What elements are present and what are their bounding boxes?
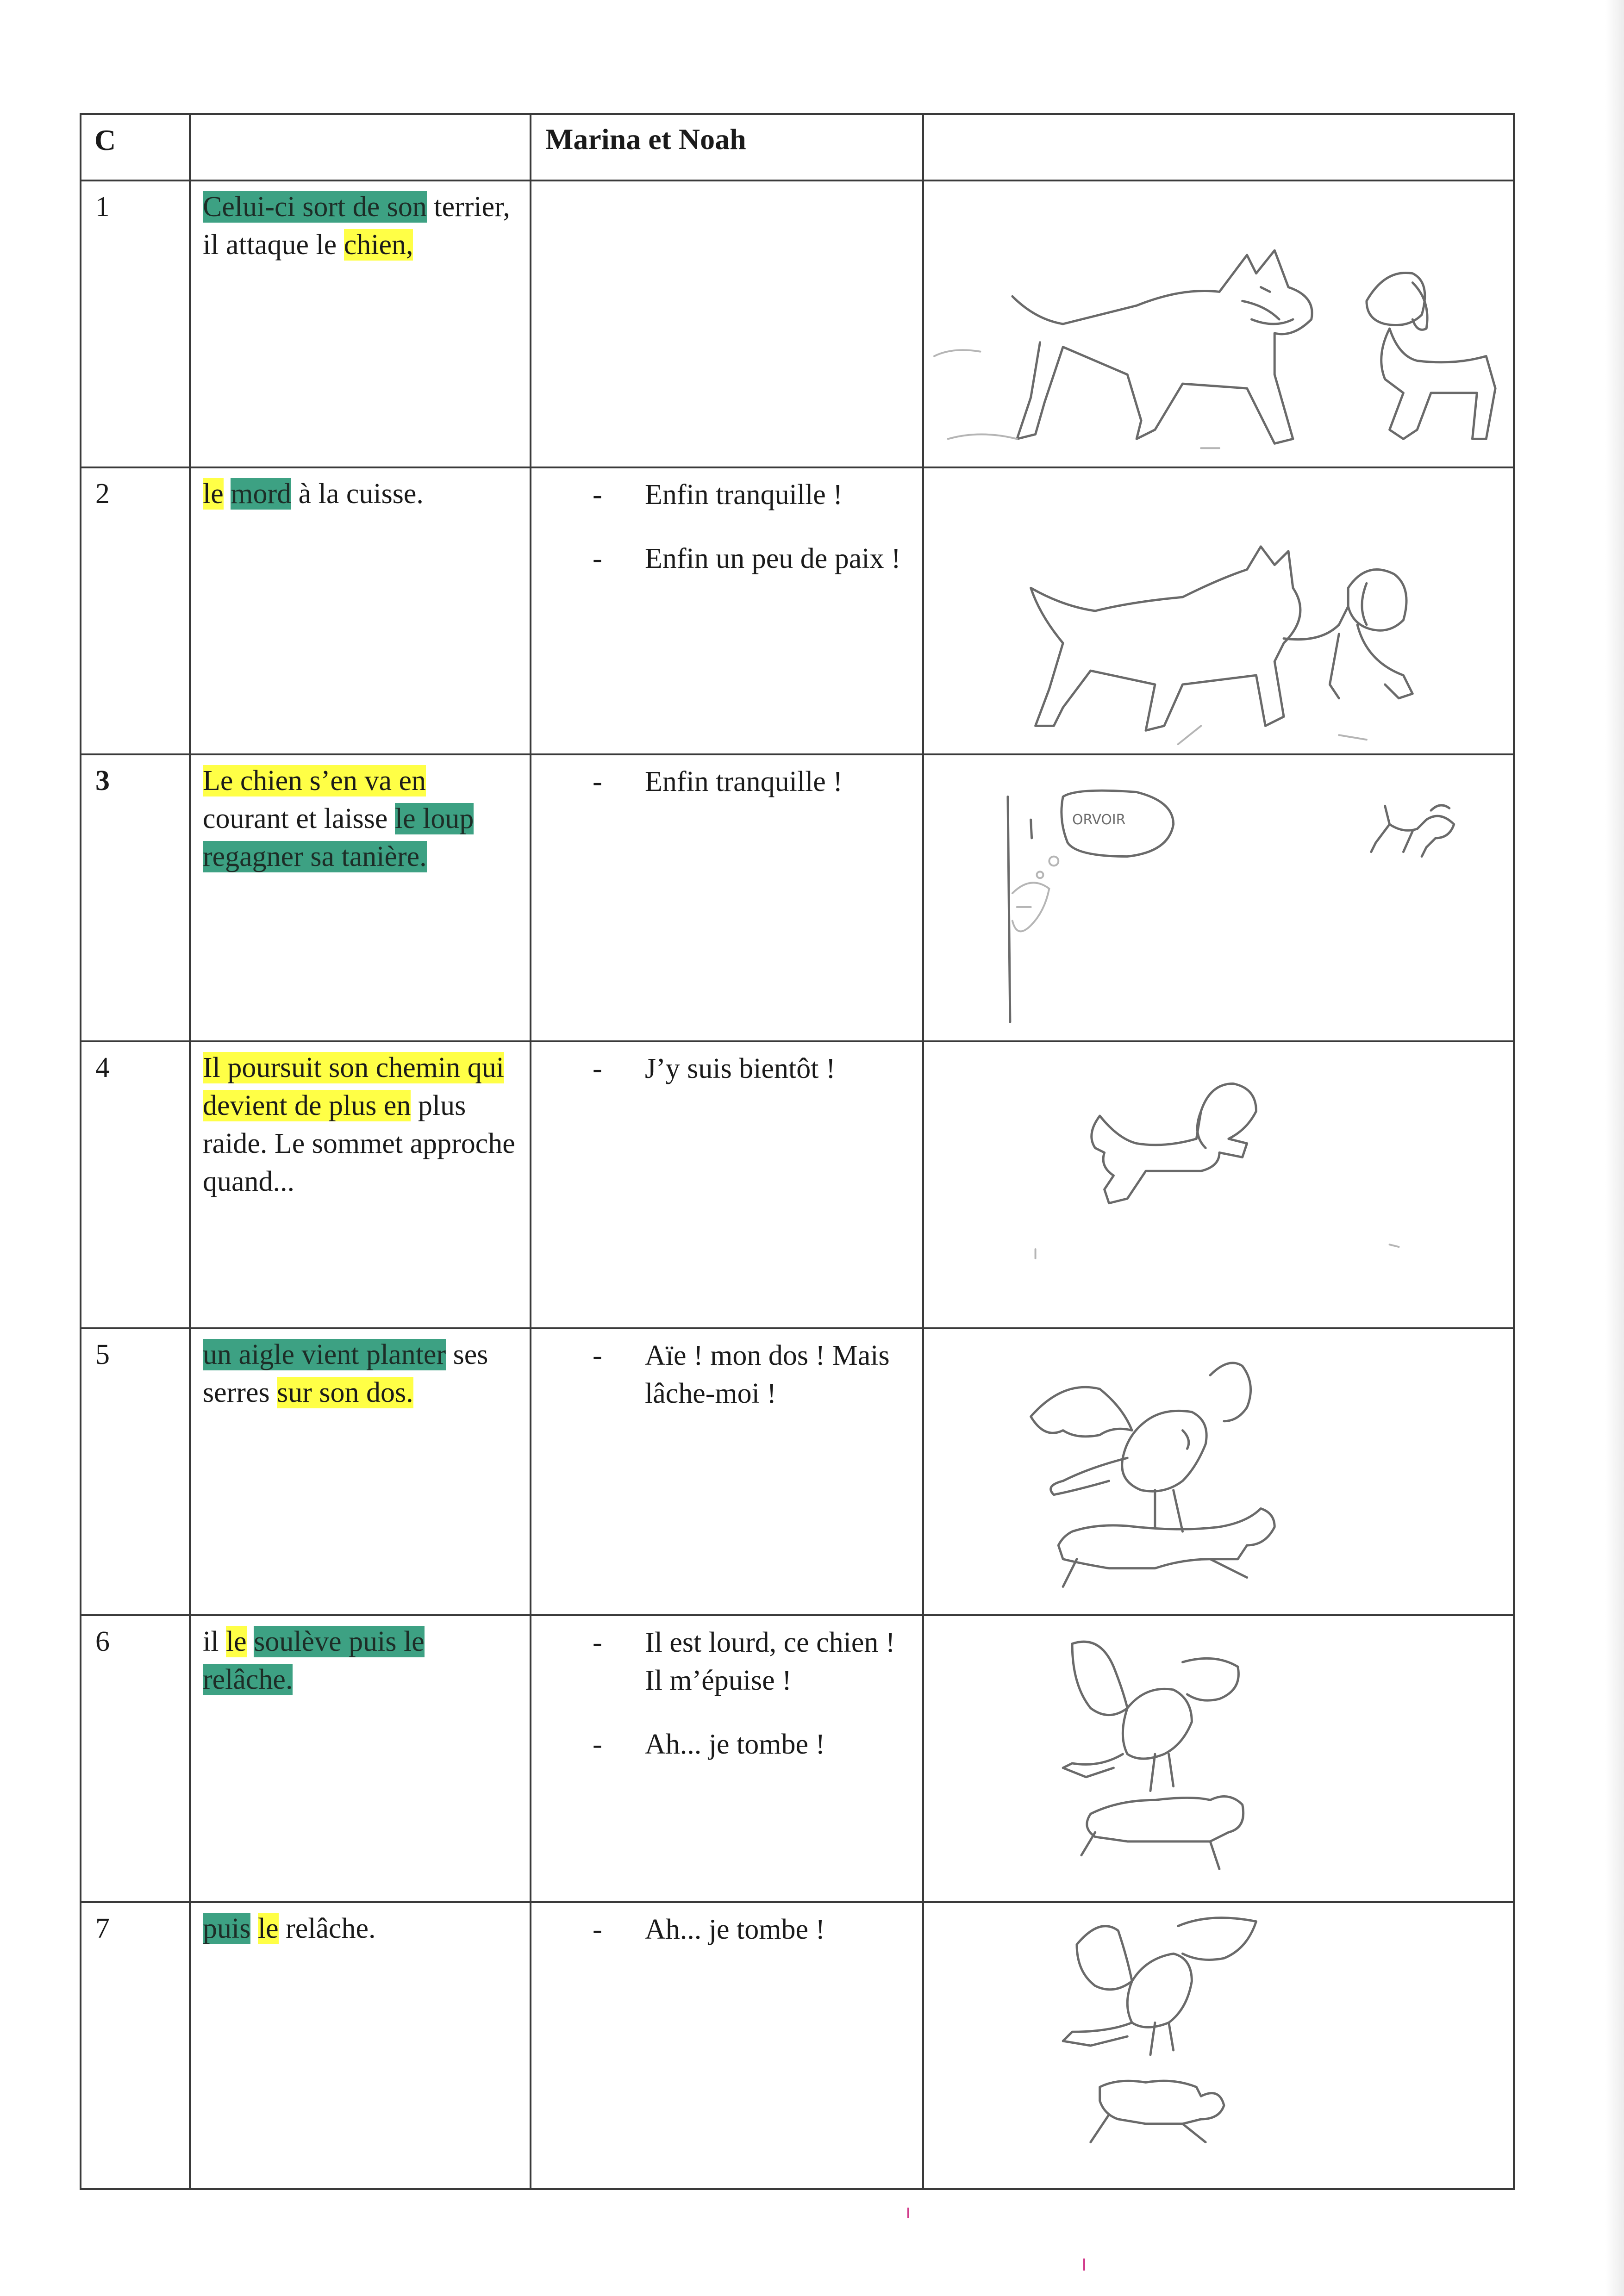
row-number-cell [81, 467, 190, 754]
row-number-cell [81, 1615, 190, 1902]
row-number-cell [81, 1902, 190, 2189]
header-cell-drawing [923, 114, 1514, 180]
text-segment: courant et laisse [203, 803, 395, 834]
row-number: 3 [95, 765, 110, 796]
table-header-row [81, 114, 1514, 180]
wolf-den-and-running-dog-drawing [924, 755, 1513, 1040]
text-segment [224, 478, 231, 510]
drawing-cell [923, 1041, 1514, 1328]
highlighted-segment: sur son dos. [277, 1377, 413, 1408]
dialogue-line: - Aïe ! mon dos ! Mais lâche-moi ! [531, 1337, 913, 1412]
dialogue-cell [531, 180, 923, 467]
pen-mark [1083, 2259, 1085, 2271]
header-cell-title [531, 114, 923, 180]
narration-cell [190, 180, 531, 467]
highlighted-segment: un aigle vient planter [203, 1339, 446, 1370]
row-number-cell [81, 1041, 190, 1328]
highlighted-segment: Celui-ci sort de son [203, 191, 427, 223]
row-number: 1 [95, 191, 110, 223]
table-row [81, 1902, 1514, 2189]
drawing-cell [923, 1615, 1514, 1902]
header-c-label: C [94, 124, 116, 156]
table-row [81, 1615, 1514, 1902]
highlighted-segment: le [225, 1626, 247, 1657]
dialogue-list [531, 181, 922, 189]
text-segment [247, 1626, 254, 1657]
dialogue-line: - Enfin tranquille ! [531, 763, 913, 801]
eagle-grabbing-dog-drawing [924, 1329, 1513, 1614]
header-title: Marina et Noah [545, 123, 746, 156]
highlighted-segment: le [257, 1913, 279, 1944]
text-segment: à la cuisse. [291, 478, 424, 510]
text-segment: ses serres [203, 1339, 488, 1408]
dialogue-line: - Ah... je tombe ! [531, 1910, 913, 1948]
dialogue-line: - Enfin un peu de paix ! [531, 540, 913, 578]
highlighted-segment: soulève puis le relâche. [203, 1626, 425, 1695]
dialogue-list [531, 1616, 922, 1763]
text-segment: terrier, il attaque le [203, 191, 510, 261]
highlighted-segment: puis [203, 1913, 251, 1944]
row-number-cell [81, 1328, 190, 1615]
row-number: 6 [95, 1626, 110, 1657]
table-row [81, 180, 1514, 467]
dialogue-cell [531, 467, 923, 754]
dialogue-cell [531, 1328, 923, 1615]
narration-cell [190, 754, 531, 1041]
table-row [81, 754, 1514, 1041]
highlighted-segment: Il poursuit son chemin qui devient de plus en [203, 1052, 504, 1121]
narration-cell [190, 1041, 531, 1328]
row-number: 7 [95, 1913, 110, 1944]
dialogue-line: - J’y suis bientôt ! [531, 1050, 913, 1088]
narration-text [191, 755, 530, 876]
drawing-cell [923, 180, 1514, 467]
row-number-cell [81, 754, 190, 1041]
dialogue-list [531, 468, 922, 578]
narration-cell [190, 1328, 531, 1615]
highlighted-segment: le [203, 478, 224, 510]
drawing-cell [923, 754, 1514, 1041]
drawing-cell [923, 467, 1514, 754]
drawing-cell [923, 1328, 1514, 1615]
storyboard-table [80, 113, 1515, 2190]
header-cell-empty [190, 114, 531, 180]
dialogue-cell [531, 754, 923, 1041]
row-number: 4 [95, 1052, 110, 1083]
speech-bubble-text: ORVOIR [1072, 812, 1126, 828]
text-segment: relâche. [278, 1913, 376, 1944]
narration-text [191, 181, 530, 264]
dialogue-cell [531, 1615, 923, 1902]
narration-cell [190, 1615, 531, 1902]
dialogue-list [531, 1042, 922, 1088]
narration-text [191, 1042, 530, 1201]
highlighted-segment: le loup regagner sa tanière. [203, 803, 474, 872]
eagle-releasing-dog-drawing [924, 1903, 1513, 2188]
table-row [81, 467, 1514, 754]
dialogue-list [531, 1329, 922, 1412]
dialogue-line: - Enfin tranquille ! [531, 476, 913, 514]
dialogue-line: - Ah... je tombe ! [531, 1725, 913, 1763]
text-segment [250, 1913, 258, 1944]
table-row [81, 1328, 1514, 1615]
narration-text [191, 1903, 530, 1948]
drawing-cell [923, 1902, 1514, 2189]
header-cell-c [81, 114, 190, 180]
dialogue-list [531, 1903, 922, 1948]
dialogue-cell [531, 1902, 923, 2189]
highlighted-segment: chien, [344, 229, 413, 261]
highlighted-segment: mord [231, 478, 292, 510]
narration-cell [190, 1902, 531, 2189]
narration-text [191, 468, 530, 513]
row-number: 5 [95, 1339, 110, 1370]
narration-text [191, 1329, 530, 1412]
highlighted-segment: Le chien s’en va en [203, 765, 426, 796]
row-number-cell [81, 180, 190, 467]
table-row [81, 1041, 1514, 1328]
row-number: 2 [95, 478, 110, 510]
text-segment: plus raide. Le sommet approche quand... [203, 1090, 515, 1197]
wolf-attacking-dog-drawing [924, 181, 1513, 467]
narration-cell [190, 467, 531, 754]
text-segment: il [203, 1626, 226, 1657]
dialogue-line: - Il est lourd, ce chien ! Il m’épuise ! [531, 1624, 913, 1699]
pen-mark [907, 2208, 909, 2218]
dog-walking-drawing [924, 1042, 1513, 1327]
wolf-biting-dog-drawing [924, 468, 1513, 753]
narration-text [191, 1616, 530, 1699]
scanned-page-edge [1605, 0, 1624, 2296]
dialogue-cell [531, 1041, 923, 1328]
eagle-lifting-dog-drawing [924, 1616, 1513, 1901]
dialogue-list [531, 755, 922, 801]
